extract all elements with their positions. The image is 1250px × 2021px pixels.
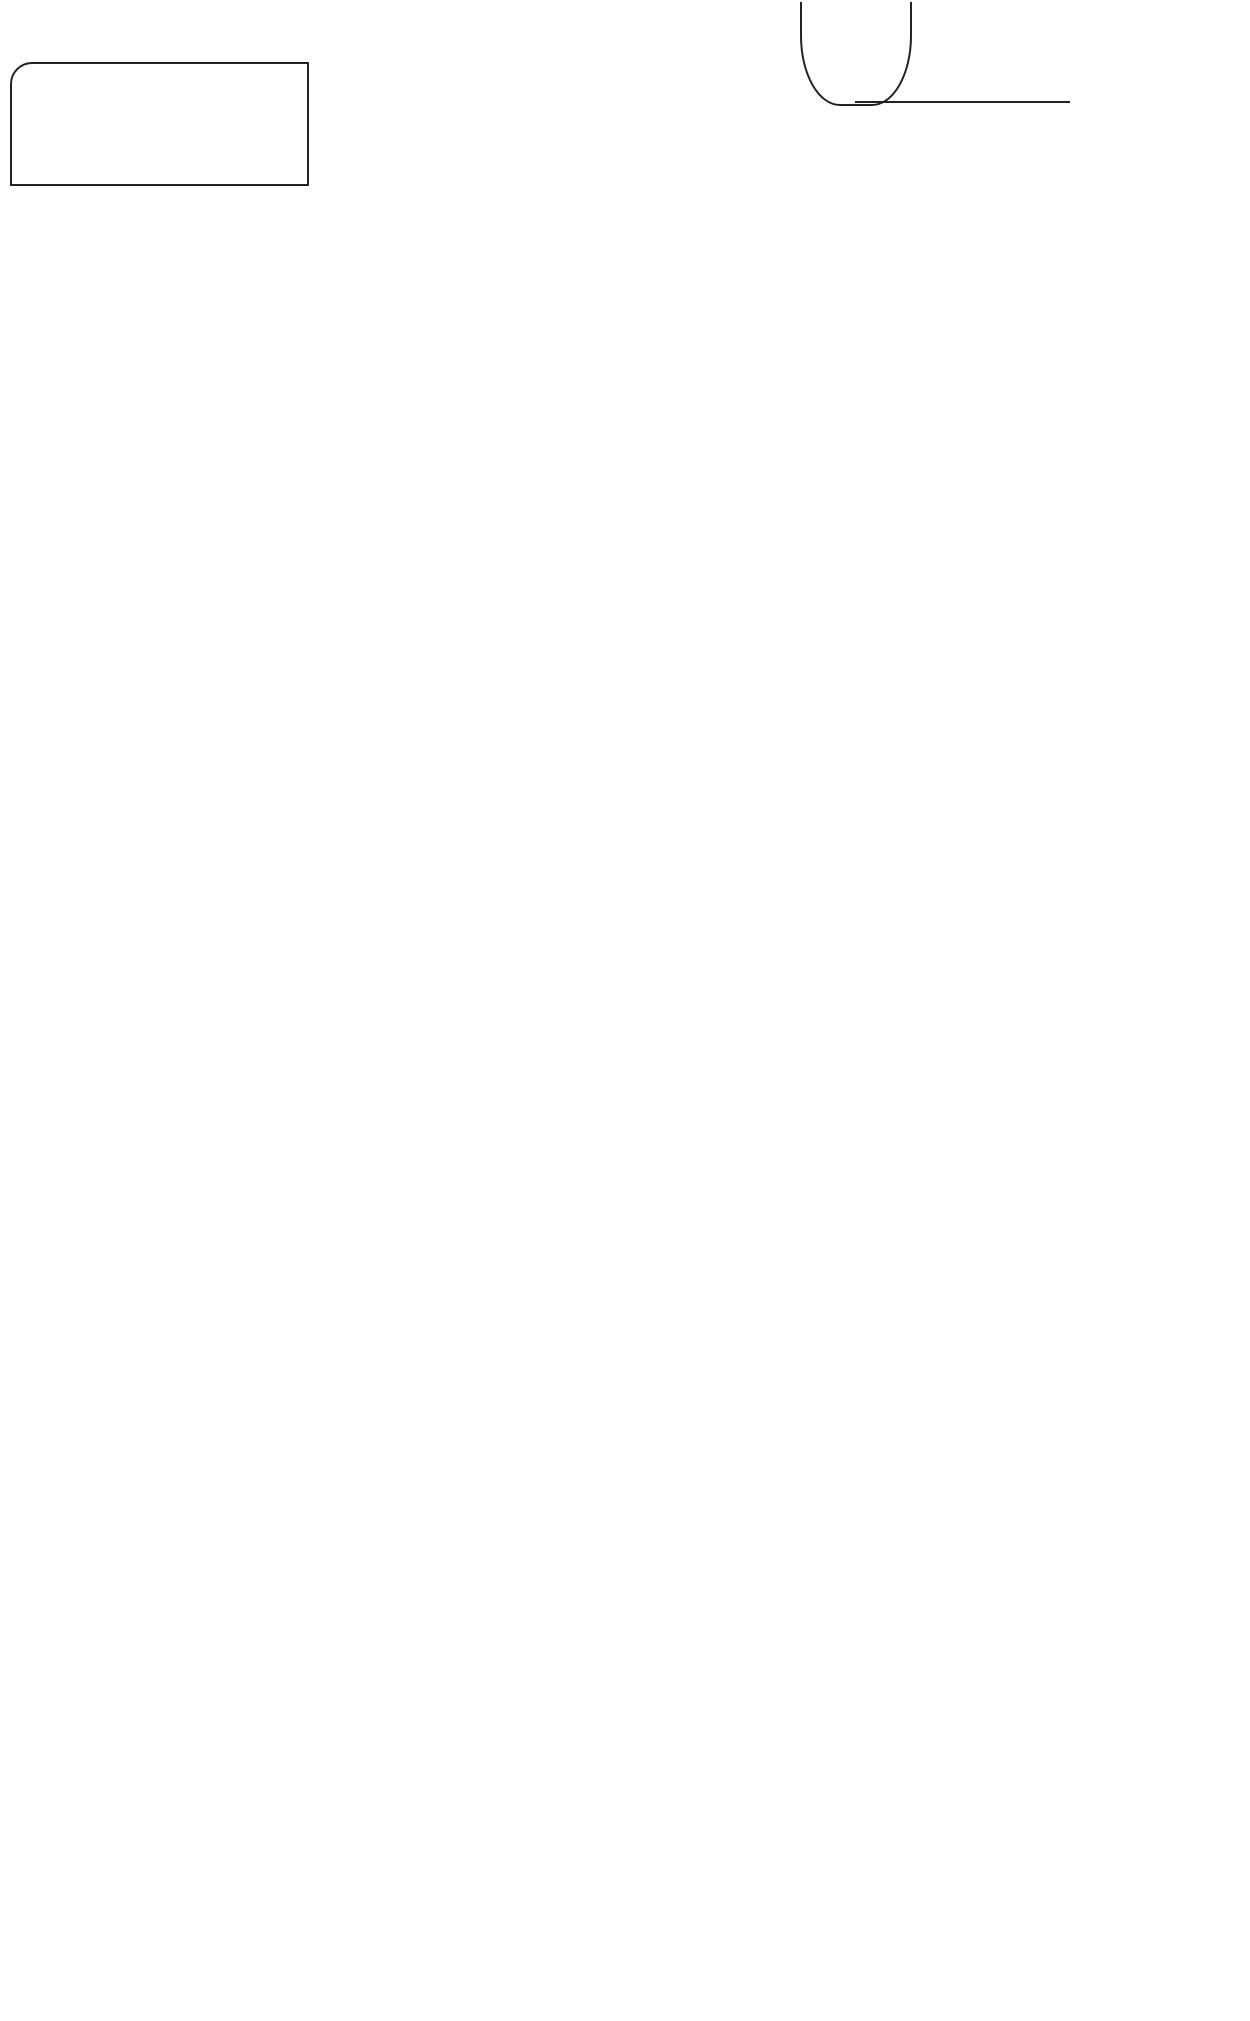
roll-number-field[interactable] <box>855 101 1070 103</box>
q1-option-b[interactable] <box>405 662 415 684</box>
stamp <box>800 2 912 106</box>
q1-option-c[interactable] <box>637 662 647 684</box>
q1-option-d[interactable] <box>870 662 880 684</box>
paper-code-box <box>10 62 309 186</box>
q1-option-a[interactable] <box>92 662 102 684</box>
